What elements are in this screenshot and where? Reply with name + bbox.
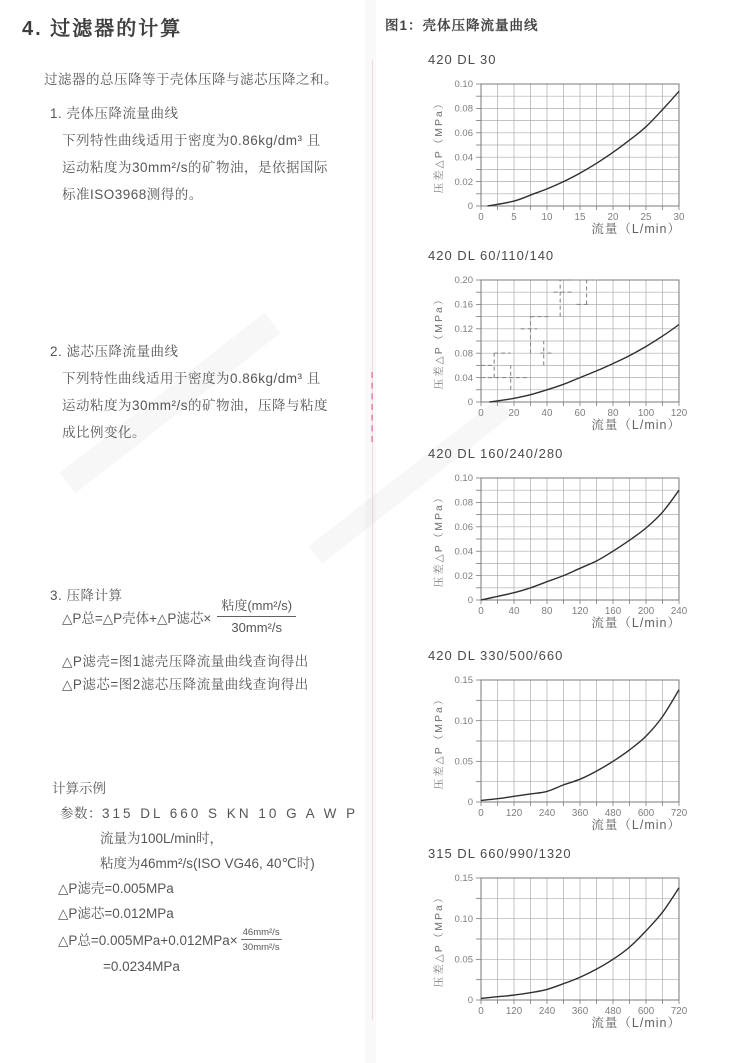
formula-notes <box>62 650 309 696</box>
page-title: 4. 过滤器的计算 <box>22 18 183 40</box>
x-tick-label: 25 <box>640 212 652 223</box>
chart-block-5 <box>385 838 745 1036</box>
chart-title: 420 DL 60/110/140 <box>428 248 555 263</box>
y-tick-label: 0.05 <box>454 954 473 966</box>
y-tick-label: 0.10 <box>454 79 473 91</box>
x-tick-label: 720 <box>670 808 688 819</box>
x-tick-label: 15 <box>574 212 586 223</box>
y-tick-label: 0.02 <box>454 176 473 188</box>
section-line: 下列特性曲线适用于密度为0.86kg/dm³ 且 <box>62 371 321 386</box>
x-tick-label: 80 <box>541 606 553 617</box>
example-parameters <box>52 801 358 826</box>
x-tick-label: 160 <box>604 606 622 617</box>
x-axis-label: 流量（L/min） <box>591 1016 681 1030</box>
x-tick-label: 60 <box>574 408 586 419</box>
x-tick-label: 5 <box>511 212 517 223</box>
y-tick-label: 0.10 <box>454 473 473 485</box>
section-housing-curve <box>50 100 328 208</box>
example-heading: 计算示例 <box>52 781 106 796</box>
example-viscosity-line: 粘度为46mm²/s(ISO VG46, 40℃时) <box>100 856 315 871</box>
x-tick-label: 30 <box>673 212 685 223</box>
example-total-result: =0.0234MPa <box>103 959 180 974</box>
scan-seam-band <box>365 0 376 1063</box>
x-tick-label: 240 <box>538 1006 556 1017</box>
x-tick-label: 0 <box>478 606 484 617</box>
formula-note-element: △P滤芯=图2滤芯压降流量曲线查询得出 <box>62 677 309 692</box>
section-body <box>50 127 328 208</box>
y-tick-label: 0.10 <box>454 913 473 925</box>
section-line: 运动粘度为30mm²/s的矿物油，是依据国际 <box>62 160 329 175</box>
section-line: 标准ISO3968测得的。 <box>62 187 203 202</box>
scan-seam-line <box>372 60 373 1020</box>
fraction-numerator: 粘度(mm²/s) <box>217 596 296 617</box>
section-heading: 3. 压降计算 <box>50 588 123 603</box>
chart-plot <box>385 464 730 636</box>
x-tick-label: 200 <box>637 606 655 617</box>
y-tick-label: 0.15 <box>454 675 473 687</box>
section-line: 成比例变化。 <box>62 425 146 440</box>
chart-title: 420 DL 30 <box>428 52 497 67</box>
y-tick-label: 0.08 <box>454 103 473 115</box>
x-tick-label: 40 <box>541 408 553 419</box>
example-dp-element: △P滤芯=0.012MPa <box>58 906 174 921</box>
y-tick-label: 0.15 <box>454 873 473 885</box>
x-tick-label: 0 <box>478 408 484 419</box>
scan-seam-dashes <box>371 372 373 442</box>
x-tick-label: 20 <box>607 212 619 223</box>
x-tick-label: 100 <box>637 408 655 419</box>
chart-block-3 <box>385 438 745 636</box>
x-tick-label: 240 <box>670 606 688 617</box>
x-tick-label: 120 <box>505 1006 523 1017</box>
y-tick-label: 0 <box>467 995 473 1007</box>
chart-block-4 <box>385 640 745 838</box>
x-tick-label: 10 <box>541 212 553 223</box>
x-tick-label: 240 <box>538 808 556 819</box>
y-axis-label: 压差△P（MPa） <box>433 292 445 390</box>
fraction-denominator: 30mm²/s <box>242 942 280 953</box>
y-tick-label: 0.02 <box>454 570 473 582</box>
y-tick-label: 0 <box>467 201 473 213</box>
intro-text: 过滤器的总压降等于壳体压降与滤芯压降之和。 <box>44 72 338 87</box>
section-body <box>50 365 328 446</box>
y-axis-label: 压差△P（MPa） <box>433 96 445 194</box>
section-line: 下列特性曲线适用于密度为0.86kg/dm³ 且 <box>62 133 321 148</box>
y-tick-label: 0.10 <box>454 715 473 727</box>
y-tick-label: 0 <box>467 797 473 809</box>
formula-lhs: △P总=△P壳体+△P滤芯× <box>62 610 212 626</box>
figure-header: 图1：壳体压降流量曲线 <box>385 18 539 33</box>
pressure-drop-formula <box>62 596 296 637</box>
x-tick-label: 120 <box>571 606 589 617</box>
section-heading: 1. 壳体压降流量曲线 <box>50 106 179 121</box>
fraction-numerator: 46mm²/s <box>242 927 280 938</box>
y-tick-label: 0.12 <box>454 324 473 335</box>
x-tick-label: 20 <box>508 408 520 419</box>
y-tick-label: 0.16 <box>454 299 473 311</box>
y-tick-label: 0.05 <box>454 756 473 768</box>
x-tick-label: 360 <box>571 1006 589 1017</box>
y-tick-label: 0.08 <box>454 497 473 509</box>
chart-plot <box>385 666 730 838</box>
x-axis-label: 流量（L/min） <box>591 818 681 832</box>
y-tick-label: 0 <box>467 595 473 607</box>
x-axis-label: 流量（L/min） <box>591 418 681 432</box>
y-tick-label: 0 <box>467 397 473 409</box>
y-tick-label: 0.04 <box>454 372 473 384</box>
y-tick-label: 0.06 <box>454 522 473 533</box>
chart-plot <box>385 70 730 242</box>
y-tick-label: 0.04 <box>454 152 473 164</box>
chart-plot <box>385 266 730 438</box>
x-tick-label: 80 <box>607 408 619 419</box>
calculation-example <box>52 776 358 979</box>
x-tick-label: 720 <box>670 1006 688 1017</box>
chart-title: 420 DL 330/500/660 <box>428 648 564 663</box>
pressure-drop-curve <box>489 325 679 403</box>
example-total-fraction <box>241 926 282 954</box>
x-tick-label: 360 <box>571 808 589 819</box>
x-tick-label: 40 <box>508 606 520 617</box>
y-tick-label: 0.06 <box>454 128 473 139</box>
param-value: 315 DL 660 S KN 10 G A W P <box>102 806 359 821</box>
example-dp-shell: △P滤壳=0.005MPa <box>58 881 174 896</box>
x-tick-label: 480 <box>604 808 622 819</box>
charts-column <box>385 0 750 1063</box>
y-axis-label: 压差△P（MPa） <box>433 692 445 790</box>
y-tick-label: 0.20 <box>454 275 473 287</box>
example-total-formula <box>52 926 358 954</box>
chart-title: 315 DL 660/990/1320 <box>428 846 572 861</box>
chart-title: 420 DL 160/240/280 <box>428 446 564 461</box>
x-axis-label: 流量（L/min） <box>591 222 681 236</box>
y-axis-label: 压差△P（MPa） <box>433 490 445 588</box>
chart-block-1 <box>385 44 745 242</box>
x-tick-label: 120 <box>505 808 523 819</box>
x-tick-label: 600 <box>637 808 655 819</box>
section-heading: 2. 滤芯压降流量曲线 <box>50 344 179 359</box>
x-tick-label: 600 <box>637 1006 655 1017</box>
x-tick-label: 480 <box>604 1006 622 1017</box>
y-axis-label: 压差△P（MPa） <box>433 890 445 988</box>
section-element-curve <box>50 338 328 446</box>
example-flow-line: 流量为100L/min时， <box>100 831 224 846</box>
chart-plot <box>385 864 730 1036</box>
formula-note-shell: △P滤壳=图1滤壳压降流量曲线查询得出 <box>62 654 309 669</box>
x-tick-label: 120 <box>670 408 688 419</box>
x-axis-label: 流量（L/min） <box>591 616 681 630</box>
chart-block-2 <box>385 240 745 438</box>
x-tick-label: 0 <box>478 212 484 223</box>
param-label: 参数： <box>60 806 102 821</box>
example-total-lhs: △P总=0.005MPa+0.012MPa× <box>58 932 238 948</box>
fraction-denominator: 30mm²/s <box>231 620 282 635</box>
x-tick-label: 0 <box>478 1006 484 1017</box>
formula-fraction <box>217 596 296 637</box>
y-tick-label: 0.08 <box>454 348 473 360</box>
x-tick-label: 0 <box>478 808 484 819</box>
y-tick-label: 0.04 <box>454 546 473 558</box>
section-line: 运动粘度为30mm²/s的矿物油，压降与粘度 <box>62 398 329 413</box>
